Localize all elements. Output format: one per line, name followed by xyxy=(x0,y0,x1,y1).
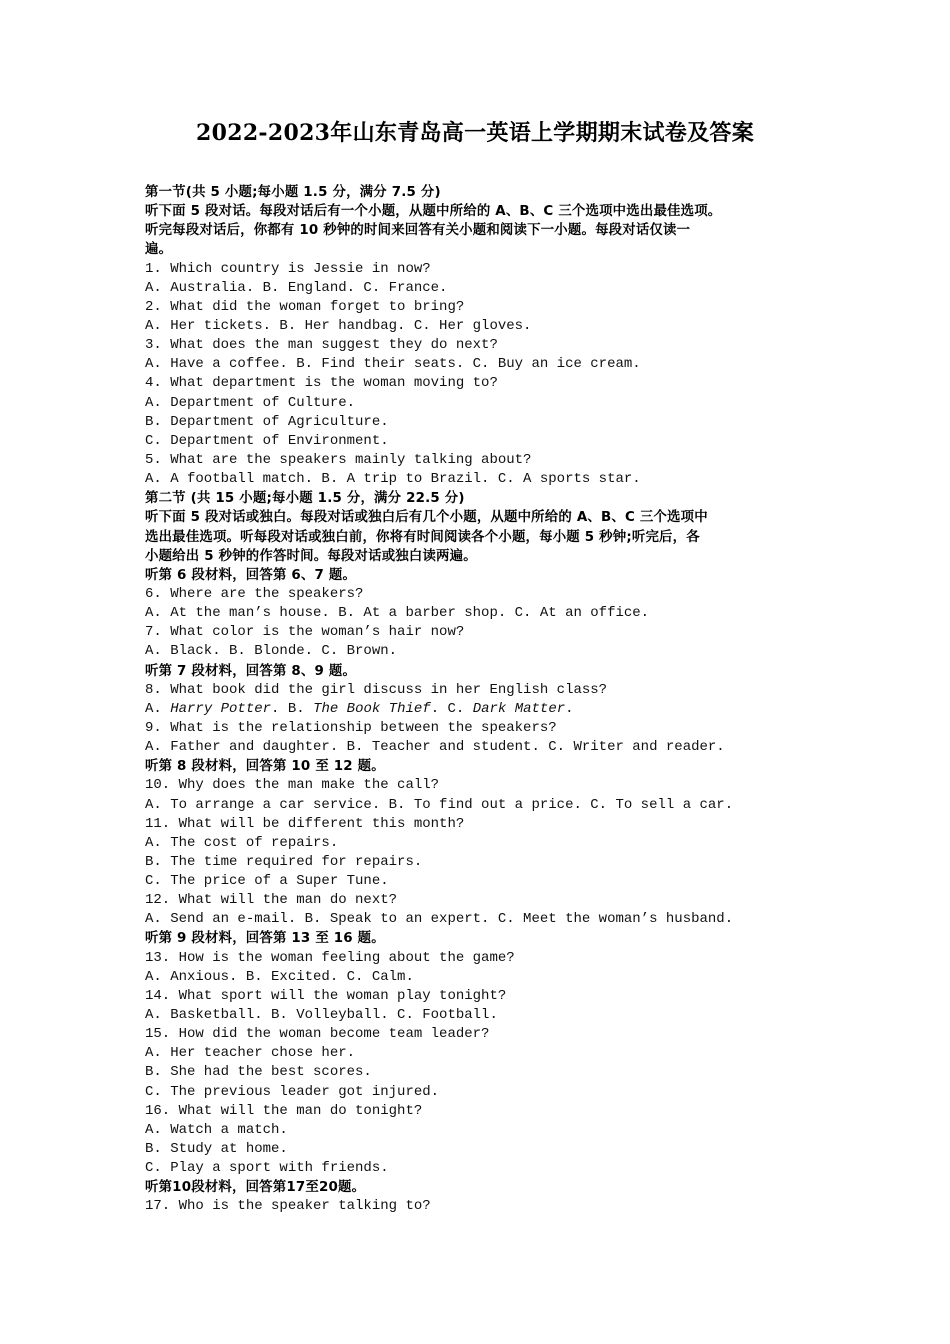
option-15c: C. The previous leader got injured. xyxy=(145,1083,440,1100)
options-12: A. Send an e-mail. B. Speak to an expert. C. Meet the woman’s husband. xyxy=(145,911,734,928)
options-7: A. Black. B. Blonde. C. Brown. xyxy=(145,643,398,660)
section-instructions: 听下面 5 段对话。每段对话后有一个小题，从题中所给的 A、B、C 三个选项中选出最佳选项。 xyxy=(145,204,722,220)
document-title: 2022-2023年山东青岛高一英语上学期期末试卷及答案 xyxy=(196,120,754,146)
question-11: 11. What will be different this month? xyxy=(145,815,465,832)
option-4b: B. Department of Agriculture. xyxy=(145,413,389,430)
question-17: 17. Who is the speaker talking to? xyxy=(145,1198,431,1215)
document-body xyxy=(145,183,815,1217)
option-11c: C. The price of a Super Tune. xyxy=(145,873,389,890)
question-5: 5. What are the speakers mainly talking about? xyxy=(145,451,532,468)
material-heading: 听第 6 段材料，回答第 6、7 题。 xyxy=(145,567,357,583)
option-16c: C. Play a sport with friends. xyxy=(145,1160,389,1177)
question-13: 13. How is the woman feeling about the game? xyxy=(145,949,515,966)
book-title: Harry Potter xyxy=(170,700,272,717)
section-heading: 第二节 (共 15 小题;每小题 1.5 分，满分 22.5 分) xyxy=(145,491,465,507)
material-heading: 听第 8 段材料，回答第 10 至 12 题。 xyxy=(145,759,385,775)
options-3: A. Have a coffee. B. Find their seats. C. Buy an ice cream. xyxy=(145,356,641,373)
question-7: 7. What color is the woman’s hair now? xyxy=(145,624,465,641)
question-8: 8. What book did the girl discuss in her English class? xyxy=(145,681,608,698)
question-6: 6. Where are the speakers? xyxy=(145,585,364,602)
option-4a: A. Department of Culture. xyxy=(145,394,356,411)
question-15: 15. How did the woman become team leader? xyxy=(145,1026,490,1043)
section-instructions: 小题给出 5 秒钟的作答时间。每段对话或独白读两遍。 xyxy=(145,548,477,564)
options-13: A. Anxious. B. Excited. C. Calm. xyxy=(145,968,414,985)
section-instructions: 选出最佳选项。听每段对话或独白前，你将有时间阅读各个小题，每小题 5 秒钟;听完后，各 xyxy=(145,529,700,545)
option-11b: B. The time required for repairs. xyxy=(145,853,423,870)
material-heading: 听第 9 段材料，回答第 13 至 16 题。 xyxy=(145,931,385,947)
question-3: 3. What does the man suggest they do next? xyxy=(145,337,498,354)
section-instructions: 听下面 5 段对话或独白。每段对话或独白后有几个小题，从题中所给的 A、B、C 三个选项中 xyxy=(145,510,708,526)
option-16a: A. Watch a match. xyxy=(145,1121,288,1138)
question-16: 16. What will the man do tonight? xyxy=(145,1102,423,1119)
question-2: 2. What did the woman forget to bring? xyxy=(145,298,465,315)
material-heading: 听第10段材料，回答第17至20题。 xyxy=(145,1180,366,1196)
book-title: The Book Thief xyxy=(313,700,431,717)
option-15b: B. She had the best scores. xyxy=(145,1064,372,1081)
options-9: A. Father and daughter. B. Teacher and student. C. Writer and reader. xyxy=(145,739,725,756)
question-10: 10. Why does the man make the call? xyxy=(145,777,440,794)
section-instructions: 听完每段对话后，你都有 10 秒钟的时间来回答有关小题和阅读下一小题。每段对话仅读一 xyxy=(145,223,691,239)
section-instructions: 遍。 xyxy=(145,242,173,258)
options-10: A. To arrange a car service. B. To find out a price. C. To sell a car. xyxy=(145,796,734,813)
section-heading: 第一节(共 5 小题;每小题 1.5 分，满分 7.5 分) xyxy=(145,185,441,200)
option-16b: B. Study at home. xyxy=(145,1141,288,1158)
options-5: A. A football match. B. A trip to Brazil. C. A sports star. xyxy=(145,471,641,488)
question-12: 12. What will the man do next? xyxy=(145,892,398,909)
book-title: Dark Matter xyxy=(472,700,566,717)
question-9: 9. What is the relationship between the speakers? xyxy=(145,719,557,736)
options-14: A. Basketball. B. Volleyball. C. Football. xyxy=(145,1007,498,1024)
question-4: 4. What department is the woman moving to? xyxy=(145,375,498,392)
options-8: A. Harry Potter. B. The Book Thief. C. Dark Matter. xyxy=(145,700,574,717)
question-14: 14. What sport will the woman play tonight? xyxy=(145,987,507,1004)
question-1: 1. Which country is Jessie in now? xyxy=(145,260,431,277)
material-heading: 听第 7 段材料，回答第 8、9 题。 xyxy=(145,663,357,679)
options-6: A. At the man’s house. B. At a barber shop. C. At an office. xyxy=(145,605,650,622)
option-4c: C. Department of Environment. xyxy=(145,432,389,449)
option-15a: A. Her teacher chose her. xyxy=(145,1045,356,1062)
option-11a: A. The cost of repairs. xyxy=(145,834,339,851)
options-1: A. Australia. B. England. C. France. xyxy=(145,279,448,296)
options-2: A. Her tickets. B. Her handbag. C. Her gloves. xyxy=(145,317,532,334)
